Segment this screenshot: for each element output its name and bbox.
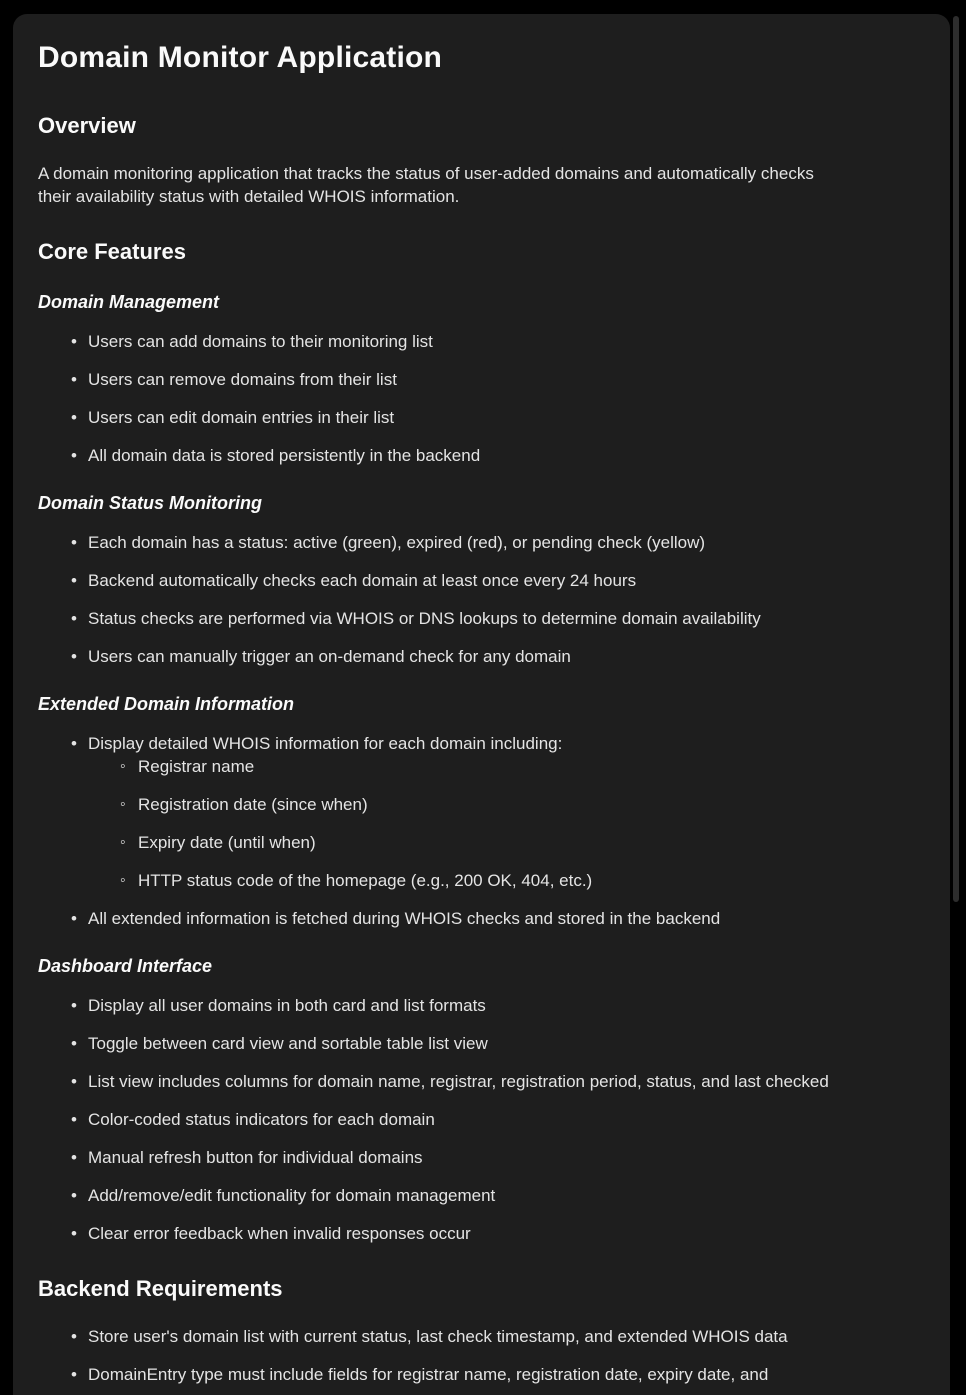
- list-item: [138, 869, 925, 892]
- subsection-heading-dashboard-interface: Dashboard Interface: [38, 956, 213, 976]
- list-item: [88, 1325, 925, 1348]
- bullet-list-level-1: [38, 330, 925, 467]
- list-item: [138, 831, 925, 854]
- list-item: [88, 368, 925, 391]
- list-item: [88, 406, 925, 429]
- list-item-text: Users can manually trigger an on-demand check for any domain: [88, 647, 571, 666]
- list-item: [88, 607, 925, 630]
- bullet-list-level-1: [38, 531, 925, 668]
- list-item: [88, 645, 925, 668]
- list-item: [88, 531, 925, 554]
- list-item-text: Add/remove/edit functionality for domain management: [88, 1186, 496, 1205]
- list-item: [138, 793, 925, 816]
- list-item: [88, 444, 925, 467]
- subsection-heading-domain-status-monitoring: Domain Status Monitoring: [38, 493, 262, 513]
- list-item-text: All extended information is fetched during WHOIS checks and stored in the backend: [88, 909, 721, 928]
- list-item: [88, 1070, 925, 1093]
- list-item: [88, 907, 925, 930]
- page-title: Domain Monitor Application: [38, 41, 443, 74]
- list-item: [138, 755, 925, 778]
- list-item-text: Users can edit domain entries in their list: [88, 408, 395, 427]
- subsection-heading-domain-management: Domain Management: [38, 292, 220, 312]
- list-item: [88, 1363, 925, 1386]
- list-item-text: Users can add domains to their monitoring list: [88, 332, 433, 351]
- section-heading-backend-requirements: Backend Requirements: [38, 1276, 283, 1301]
- list-item-text: Manual refresh button for individual domains: [88, 1148, 423, 1167]
- section-heading-core-features: Core Features: [38, 239, 186, 264]
- bullet-list-level-1: [38, 732, 925, 930]
- list-item: [88, 1222, 925, 1245]
- bullet-list-level-2: [88, 755, 925, 892]
- list-item-text: HTTP status code of the homepage (e.g., 200 OK, 404, etc.): [138, 871, 593, 890]
- list-item-text: DomainEntry type must include fields for registrar name, registration date, expiry date, and: [88, 1365, 769, 1384]
- scrollbar-thumb[interactable]: [953, 16, 959, 902]
- list-item-text: Status checks are performed via WHOIS or DNS lookups to determine domain availability: [88, 609, 761, 628]
- list-item-text: List view includes columns for domain name, registrar, registration period, status, and last checked: [88, 1072, 829, 1091]
- list-item-text: Registrar name: [138, 757, 255, 776]
- list-item-text: Clear error feedback when invalid responses occur: [88, 1224, 471, 1243]
- list-item-text: Display detailed WHOIS information for each domain including:: [88, 734, 563, 753]
- list-item: [88, 732, 925, 892]
- section-paragraph: A domain monitoring application that tracks the status of user-added domains and automatically checks their availability status with detailed WHOIS information.: [38, 164, 814, 206]
- document-card: [13, 14, 950, 1395]
- list-item-text: Registration date (since when): [138, 795, 368, 814]
- list-item: [88, 330, 925, 353]
- subsection-heading-extended-domain-information: Extended Domain Information: [38, 694, 295, 714]
- list-item-text: Store user's domain list with current status, last check timestamp, and extended WHOIS data: [88, 1327, 788, 1346]
- bullet-list-level-1: [38, 1325, 925, 1386]
- list-item-text: Users can remove domains from their list: [88, 370, 397, 389]
- list-item-text: Display all user domains in both card and list formats: [88, 996, 486, 1015]
- list-item: [88, 994, 925, 1017]
- list-item-text: Toggle between card view and sortable table list view: [88, 1034, 488, 1053]
- bullet-list-level-1: [38, 994, 925, 1245]
- list-item: [88, 1184, 925, 1207]
- list-item-text: Each domain has a status: active (green), expired (red), or pending check (yellow): [88, 533, 706, 552]
- list-item-text: Color-coded status indicators for each domain: [88, 1110, 435, 1129]
- list-item: [88, 1032, 925, 1055]
- list-item: [88, 1146, 925, 1169]
- list-item-text: Backend automatically checks each domain at least once every 24 hours: [88, 571, 637, 590]
- list-item: [88, 569, 925, 592]
- section-heading-overview: Overview: [38, 113, 136, 138]
- list-item: [88, 1108, 925, 1131]
- list-item-text: All domain data is stored persistently in the backend: [88, 446, 481, 465]
- document-body: [38, 112, 925, 1386]
- list-item-text: Expiry date (until when): [138, 833, 316, 852]
